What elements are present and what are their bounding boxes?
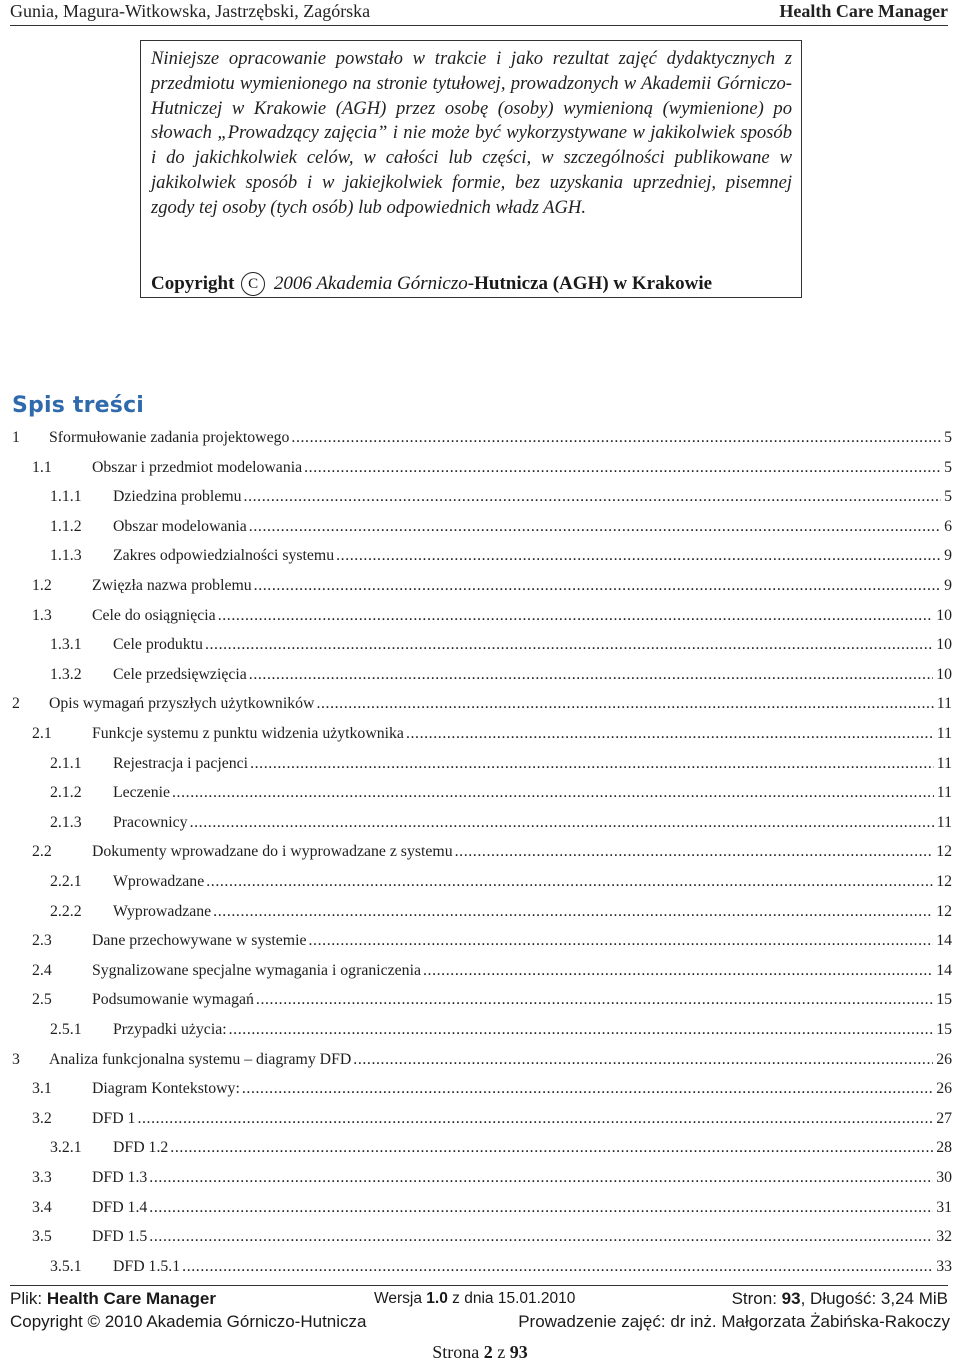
toc-entry-label: Obszar i przedmiot modelowania: [92, 458, 303, 476]
toc-entry-page: 14: [936, 961, 952, 979]
toc-entry-line: [92, 956, 952, 986]
toc-entry[interactable]: [0, 808, 960, 838]
toc-entry[interactable]: [0, 541, 960, 571]
toc-entry-label: Dokumenty wprowadzane do i wyprowadzane z systemu: [92, 843, 453, 861]
page-number-total: 93: [509, 1342, 528, 1362]
toc-entry[interactable]: [0, 1133, 960, 1163]
toc-dot-leader: [206, 867, 933, 897]
toc-entry-label: Sformułowanie zadania projektowego: [49, 429, 290, 446]
toc-entry-line: [92, 1222, 952, 1252]
toc-entry-number: 1.1: [32, 458, 52, 476]
toc-entry[interactable]: [0, 423, 960, 453]
toc-entry[interactable]: [0, 453, 960, 483]
toc-entry-label: Wyprowadzane: [113, 902, 212, 920]
toc-dot-leader: [149, 1163, 933, 1193]
toc-entry-label: DFD 1.2: [113, 1139, 169, 1157]
toc-dot-leader: [172, 778, 934, 808]
toc-entry-page: 6: [944, 517, 952, 535]
toc-entry-page: 11: [936, 725, 952, 742]
header-rule: [10, 25, 948, 26]
toc-entry-line: [113, 630, 952, 660]
toc-dot-leader: [244, 482, 942, 512]
toc-entry-page: 30: [936, 1169, 952, 1186]
toc-entry-line: [92, 719, 952, 749]
toc-entry-line: [113, 1252, 952, 1282]
toc-dot-leader: [149, 1193, 933, 1223]
toc-entry-line: [113, 808, 952, 838]
toc-dot-leader: [249, 660, 933, 690]
toc-entry-page: 10: [936, 636, 952, 654]
toc-dot-leader: [170, 1133, 933, 1163]
footer-length: , Długość: 3,24 MiB: [800, 1289, 948, 1308]
toc-entry-line: [113, 778, 952, 808]
toc-entry-page: 5: [944, 458, 952, 476]
copyright-word: Copyright: [151, 273, 235, 294]
footer-version: [374, 1288, 575, 1310]
footer-version-label: Wersja: [374, 1290, 422, 1307]
toc-dot-leader: [423, 956, 933, 986]
toc-entry[interactable]: [0, 1104, 960, 1134]
toc-entry-label: DFD 1.5: [92, 1228, 148, 1246]
toc-entry-label: Sygnalizowane specjalne wymagania i ograniczenia: [92, 961, 421, 979]
toc-entry[interactable]: [0, 1193, 960, 1223]
page-number-label: Strona: [432, 1342, 480, 1362]
toc-entry-page: 5: [944, 488, 952, 506]
toc-entry[interactable]: [0, 482, 960, 512]
copyright-line: [151, 270, 712, 298]
toc-entry-number: 3.3: [32, 1169, 52, 1186]
toc-entry-line: [49, 423, 952, 453]
toc-entry-number: 2.4: [32, 961, 52, 979]
toc-entry-page: 10: [936, 606, 952, 624]
toc-entry-line: [113, 512, 952, 542]
toc-entry[interactable]: [0, 985, 960, 1015]
toc-entry[interactable]: [0, 689, 960, 719]
footer-date: 15.01.2010: [497, 1290, 576, 1307]
footer-pages-count: 93: [781, 1289, 801, 1308]
header-title: Health Care Manager: [779, 1, 948, 21]
toc-entry-label: Analiza funkcjonalna systemu – diagramy DFD: [49, 1050, 352, 1068]
toc-entry-label: DFD 1.5.1: [113, 1257, 181, 1275]
toc-dot-leader: [137, 1104, 933, 1134]
toc-entry-line: [92, 926, 952, 956]
toc-entry-page: 32: [936, 1228, 952, 1246]
toc-dot-leader: [182, 1252, 933, 1282]
toc-entry-number: 2.2.1: [50, 873, 82, 890]
toc-entry[interactable]: [0, 956, 960, 986]
toc-dot-leader: [218, 601, 934, 631]
toc-entry-number: 2: [12, 695, 20, 713]
toc-entry-number: 1.1.1: [50, 488, 82, 506]
toc-entry-page: 9: [944, 547, 952, 565]
toc-entry-line: [92, 601, 952, 631]
toc-entry-page: 14: [936, 932, 952, 950]
toc-entry-label: Przypadki użycia:: [113, 1021, 227, 1038]
toc-entry[interactable]: [0, 749, 960, 779]
toc-entry-number: 1.2: [32, 577, 52, 594]
toc-dot-leader: [242, 1074, 933, 1104]
notice-text: Niniejsze opracowanie powstało w trakcie i jako rezultat zajęć dydaktycznych z przedmiotu wymienionego na stronie tytułowej, prowadzonych w Akademii Górniczo-Hutniczej w Krakowie (AGH) przez osobę (osoby) wymienioną (wymienione) po słowach „Prowadzący zajęcia” i nie może być wykorzystywane w jakikolwiek sposób i do jakichkolwiek celów, w całości lub części, w szczególności publikowane w jakikolwiek sposób i w jakiejkolwiek formie, bez uzyskania uprzedniej, pisemnej zgody tej osoby (tych osób) lub odpowiednich władz AGH.: [151, 48, 792, 218]
toc-entry-page: 26: [936, 1050, 952, 1068]
toc-dot-leader: [249, 512, 941, 542]
toc-entry-number: 1: [12, 429, 20, 446]
toc-entry-label: Leczenie: [113, 784, 170, 802]
toc-entry-label: Cele produktu: [113, 636, 203, 654]
toc-entry-page: 11: [936, 813, 952, 831]
toc-entry-label: DFD 1.4: [92, 1198, 148, 1216]
toc-entry-number: 2.1.2: [50, 784, 82, 802]
copyright-circle-icon: C: [241, 272, 265, 296]
toc-entry[interactable]: [0, 1045, 960, 1075]
toc-entry-line: [92, 1163, 952, 1193]
toc-entry[interactable]: [0, 1074, 960, 1104]
toc-entry-line: [92, 837, 952, 867]
footer-pages: [732, 1288, 948, 1310]
toc-entry-page: 27: [936, 1109, 952, 1127]
toc-entry-page: 12: [936, 843, 952, 861]
toc-entry-label: Wprowadzane: [113, 873, 205, 890]
footer-rule: [10, 1285, 948, 1286]
toc-entry-number: 2.1.3: [50, 813, 82, 831]
toc-dot-leader: [256, 985, 933, 1015]
toc-entry-label: Dziedzina problemu: [113, 488, 242, 506]
footer-lead: Prowadzenie zajęć: dr inż. Małgorzata Żabińska-Rakoczy: [518, 1312, 950, 1331]
toc-entry[interactable]: [0, 601, 960, 631]
toc-entry[interactable]: [0, 897, 960, 927]
toc-entry-page: 26: [936, 1080, 952, 1098]
toc-entry-label: DFD 1: [92, 1109, 136, 1127]
toc-entry-label: Zwięzła nazwa problemu: [92, 577, 252, 594]
toc-entry-number: 3.4: [32, 1198, 52, 1216]
toc-entry-label: Rejestracja i pacjenci: [113, 754, 249, 772]
copyright-year-org: 2006 Akademia Górniczo-: [273, 273, 475, 294]
toc-entry-page: 28: [936, 1139, 952, 1157]
toc-entry-label: Cele do osiągnięcia: [92, 606, 216, 624]
toc-entry-line: [113, 867, 952, 897]
toc-entry[interactable]: [0, 1252, 960, 1282]
toc-entry-page: 11: [936, 784, 952, 802]
toc-entry-label: Obszar modelowania: [113, 517, 247, 535]
copyright-rest: Hutnicza (AGH) w Krakowie: [474, 273, 713, 294]
toc-entry-line: [113, 1015, 952, 1045]
toc-dot-leader: [254, 571, 941, 601]
toc-entry-number: 3: [12, 1050, 20, 1068]
toc-entry-number: 3.2.1: [50, 1139, 82, 1157]
toc-dot-leader: [205, 630, 933, 660]
header-authors: Gunia, Magura-Witkowska, Jastrzębski, Zagórska: [10, 1, 371, 21]
toc-entry-page: 11: [936, 695, 952, 713]
toc-entry-label: DFD 1.3: [92, 1169, 148, 1186]
footer-copyright: Copyright © 2010 Akademia Górniczo-Hutnicza: [10, 1312, 367, 1331]
toc-entry-number: 3.5: [32, 1228, 52, 1246]
toc-entry-page: 15: [936, 991, 952, 1009]
toc-entry-number: 2.5.1: [50, 1021, 82, 1038]
toc-entry-number: 1.1.2: [50, 517, 82, 535]
toc-entry-line: [92, 1104, 952, 1134]
toc-entry-number: 2.5: [32, 991, 52, 1009]
page-number-of: z: [497, 1342, 506, 1362]
toc-entry-number: 2.2: [32, 843, 52, 861]
toc-entry-page: 10: [936, 665, 952, 683]
toc-entry-page: 11: [936, 754, 952, 772]
toc-dot-leader: [455, 837, 934, 867]
toc-entry-number: 1.3.2: [50, 665, 82, 683]
toc-entry-line: [113, 482, 952, 512]
toc-dot-leader: [316, 689, 933, 719]
toc-dot-leader: [309, 926, 934, 956]
toc-entry[interactable]: [0, 867, 960, 897]
toc-dot-leader: [190, 808, 934, 838]
page-header: [10, 0, 948, 22]
toc-entry-number: 3.5.1: [50, 1257, 82, 1275]
toc-entry[interactable]: [0, 837, 960, 867]
toc-entry-line: [113, 897, 952, 927]
toc-entry-page: 9: [944, 577, 952, 594]
toc-entry-page: 5: [944, 429, 952, 446]
toc-entry[interactable]: [0, 778, 960, 808]
toc-entry-line: [92, 985, 952, 1015]
toc-entry-line: [113, 749, 952, 779]
toc-entry[interactable]: [0, 630, 960, 660]
page-number-current: 2: [483, 1342, 493, 1362]
footer-file: [10, 1288, 216, 1310]
page-number: [0, 1341, 960, 1363]
footer-date-label: z dnia: [452, 1290, 494, 1307]
footer-file-label: Plik:: [10, 1289, 43, 1308]
toc-entry-page: 33: [936, 1257, 952, 1275]
toc-entry-page: 15: [936, 1021, 952, 1038]
footer-version-number: 1.0: [426, 1290, 448, 1307]
toc-entry-line: [49, 1045, 952, 1075]
toc-entry-number: 3.1: [32, 1080, 52, 1098]
toc-dot-leader: [213, 897, 933, 927]
toc-entry-number: 2.1: [32, 725, 52, 742]
toc-dot-leader: [229, 1015, 934, 1045]
toc-entry[interactable]: [0, 1222, 960, 1252]
toc-entry-line: [113, 1133, 952, 1163]
toc-entry[interactable]: [0, 926, 960, 956]
toc-entry-number: 2.3: [32, 932, 52, 950]
toc-entry-label: Cele przedsięwzięcia: [113, 665, 247, 683]
toc-entry-label: Zakres odpowiedzialności systemu: [113, 547, 335, 565]
toc-entry[interactable]: [0, 512, 960, 542]
toc-entry-label: Dane przechowywane w systemie: [92, 932, 307, 950]
toc-entry-label: Diagram Kontekstowy:: [92, 1080, 240, 1098]
toc-entry-line: [92, 453, 952, 483]
toc-dot-leader: [304, 453, 941, 483]
copyright-notice-box: [140, 40, 802, 298]
toc-entry[interactable]: [0, 571, 960, 601]
toc-entry-page: 12: [936, 873, 952, 890]
toc-entry-line: [113, 660, 952, 690]
toc-entry[interactable]: [0, 660, 960, 690]
toc-entry-number: 2.2.2: [50, 902, 82, 920]
toc-title: Spis treści: [12, 393, 145, 418]
toc-dot-leader: [250, 749, 934, 779]
toc-entry-number: 1.3: [32, 606, 52, 624]
toc-entry-page: 12: [936, 902, 952, 920]
toc-dot-leader: [291, 423, 941, 453]
toc-dot-leader: [336, 541, 941, 571]
toc-entry-page: 31: [936, 1198, 952, 1216]
toc-entry-number: 1.1.3: [50, 547, 82, 565]
footer-file-name: Health Care Manager: [46, 1289, 216, 1308]
toc-entry-line: [92, 1193, 952, 1223]
footer-pages-label: Stron:: [731, 1289, 777, 1308]
toc-entry-label: Podsumowanie wymagań: [92, 991, 254, 1009]
toc-entry-number: 2.1.1: [50, 754, 82, 772]
toc-entry-line: [49, 689, 952, 719]
toc-entry-line: [113, 541, 952, 571]
toc-dot-leader: [406, 719, 934, 749]
toc-entry-line: [92, 571, 952, 601]
toc-dot-leader: [353, 1045, 933, 1075]
toc-entry[interactable]: [0, 1015, 960, 1045]
toc-entry-label: Pracownicy: [113, 813, 188, 831]
toc-entry-number: 3.2: [32, 1109, 52, 1127]
toc-entry-label: Opis wymagań przyszłych użytkowników: [49, 695, 315, 713]
toc-dot-leader: [149, 1222, 933, 1252]
toc-entry[interactable]: [0, 719, 960, 749]
toc-entry[interactable]: [0, 1163, 960, 1193]
toc-entry-label: Funkcje systemu z punktu widzenia użytkownika: [92, 725, 404, 742]
toc-entry-number: 1.3.1: [50, 636, 82, 654]
toc-entry-line: [92, 1074, 952, 1104]
